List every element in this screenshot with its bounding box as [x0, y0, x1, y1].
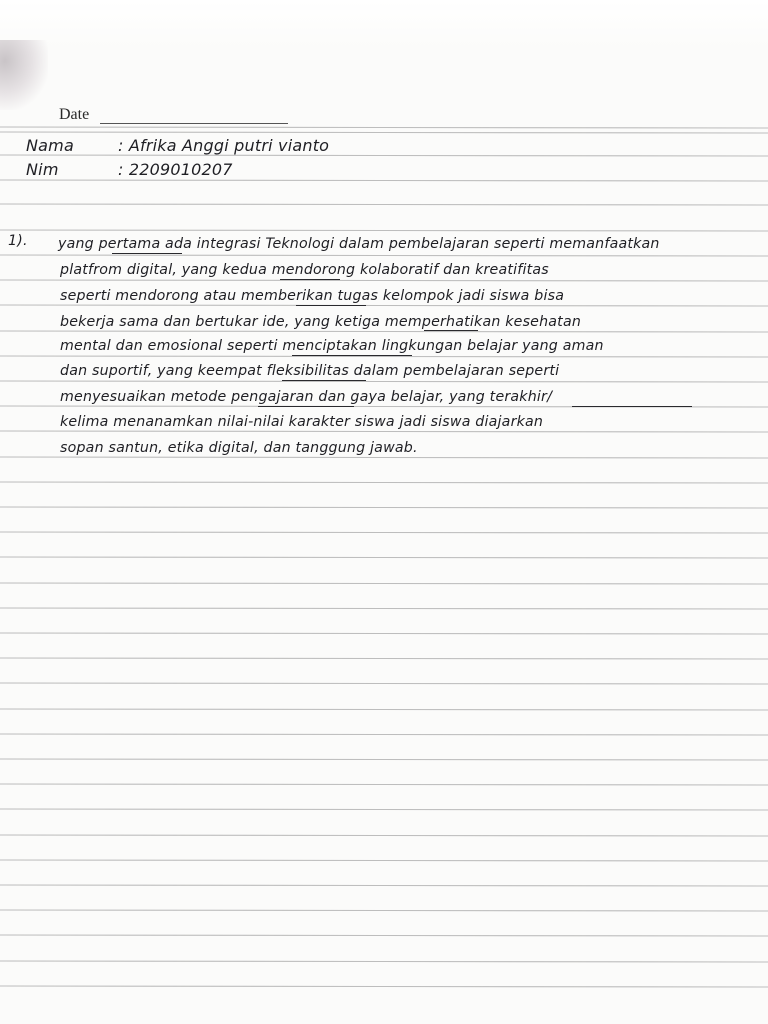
ruled-line: [0, 633, 768, 634]
ruled-line: [0, 204, 768, 205]
answer-line: sopan santun, etika digital, dan tanggung jawab.: [60, 440, 418, 456]
ruled-line: [0, 127, 768, 128]
underline-pertama: [112, 253, 182, 254]
answer-line: seperti mendorong atau memberikan tugas kelompok jadi siswa bisa: [60, 288, 565, 304]
answer-line: bekerja sama dan bertukar ide, yang ketiga memperhatikan kesehatan: [60, 314, 582, 330]
answer-line: kelima menanamkan nilai-nilai karakter siswa jadi siswa diajarkan: [60, 414, 544, 430]
ruled-line: [0, 155, 768, 156]
answer-line: menyesuaikan metode pengajaran dan gaya belajar, yang terakhir/: [60, 389, 553, 405]
answer-line: yang pertama ada integrasi Teknologi dalam pembelajaran seperti memanfaatkan: [58, 236, 660, 252]
ruled-line: [0, 961, 768, 962]
ruled-line: [0, 910, 768, 911]
nim-value: : 2209010207: [118, 160, 233, 179]
underline-kedua: [280, 279, 340, 280]
ruled-line: [0, 431, 768, 432]
underline-menciptakan: [292, 355, 412, 356]
ruled-line: [0, 356, 768, 357]
name-label: Nama: [26, 136, 74, 155]
ruled-line: [0, 683, 768, 684]
ruled-line: [0, 507, 768, 508]
ruled-line: [0, 986, 768, 987]
ruled-line: [0, 532, 768, 533]
ruled-line: [0, 608, 768, 609]
ruled-line: [0, 557, 768, 558]
ruled-line: [0, 381, 768, 382]
ruled-line: [0, 759, 768, 760]
ruled-line: [0, 331, 768, 332]
nim-label: Nim: [26, 160, 59, 179]
answer-line: dan suportif, yang keempat fleksibilitas dalam pembelajaran seperti: [60, 363, 560, 379]
ruled-line: [0, 230, 768, 231]
date-label: Date: [59, 106, 90, 123]
ruled-line: [0, 583, 768, 584]
ruled-line: [0, 784, 768, 785]
answer-number: 1).: [8, 233, 28, 249]
ruled-line: [0, 860, 768, 861]
underline-memberikan: [296, 305, 366, 306]
ruled-line: [0, 132, 768, 133]
ruled-line: [0, 658, 768, 659]
ruled-line: [0, 835, 768, 836]
underline-keempat: [282, 380, 366, 381]
ruled-line: [0, 709, 768, 710]
ruled-line: [0, 457, 768, 458]
ruled-line: [0, 180, 768, 181]
name-value: : Afrika Anggi putri vianto: [118, 136, 330, 155]
underline-ketiga: [424, 330, 478, 331]
ruled-line: [0, 280, 768, 281]
ruled-line: [0, 482, 768, 483]
ruled-line: [0, 809, 768, 810]
ruled-line: [0, 935, 768, 936]
ruled-line: [0, 255, 768, 256]
answer-line: mental dan emosional seperti menciptakan lingkungan belajar yang aman: [60, 338, 604, 354]
ruled-line: [0, 885, 768, 886]
underline-terakhir: [572, 406, 692, 407]
date-underline: [100, 123, 288, 124]
ruled-line: [0, 734, 768, 735]
ruled-line: [0, 305, 768, 306]
underline-pengajaran: [258, 406, 354, 407]
answer-line: platfrom digital, yang kedua mendorong kolaboratif dan kreatifitas: [60, 262, 549, 278]
